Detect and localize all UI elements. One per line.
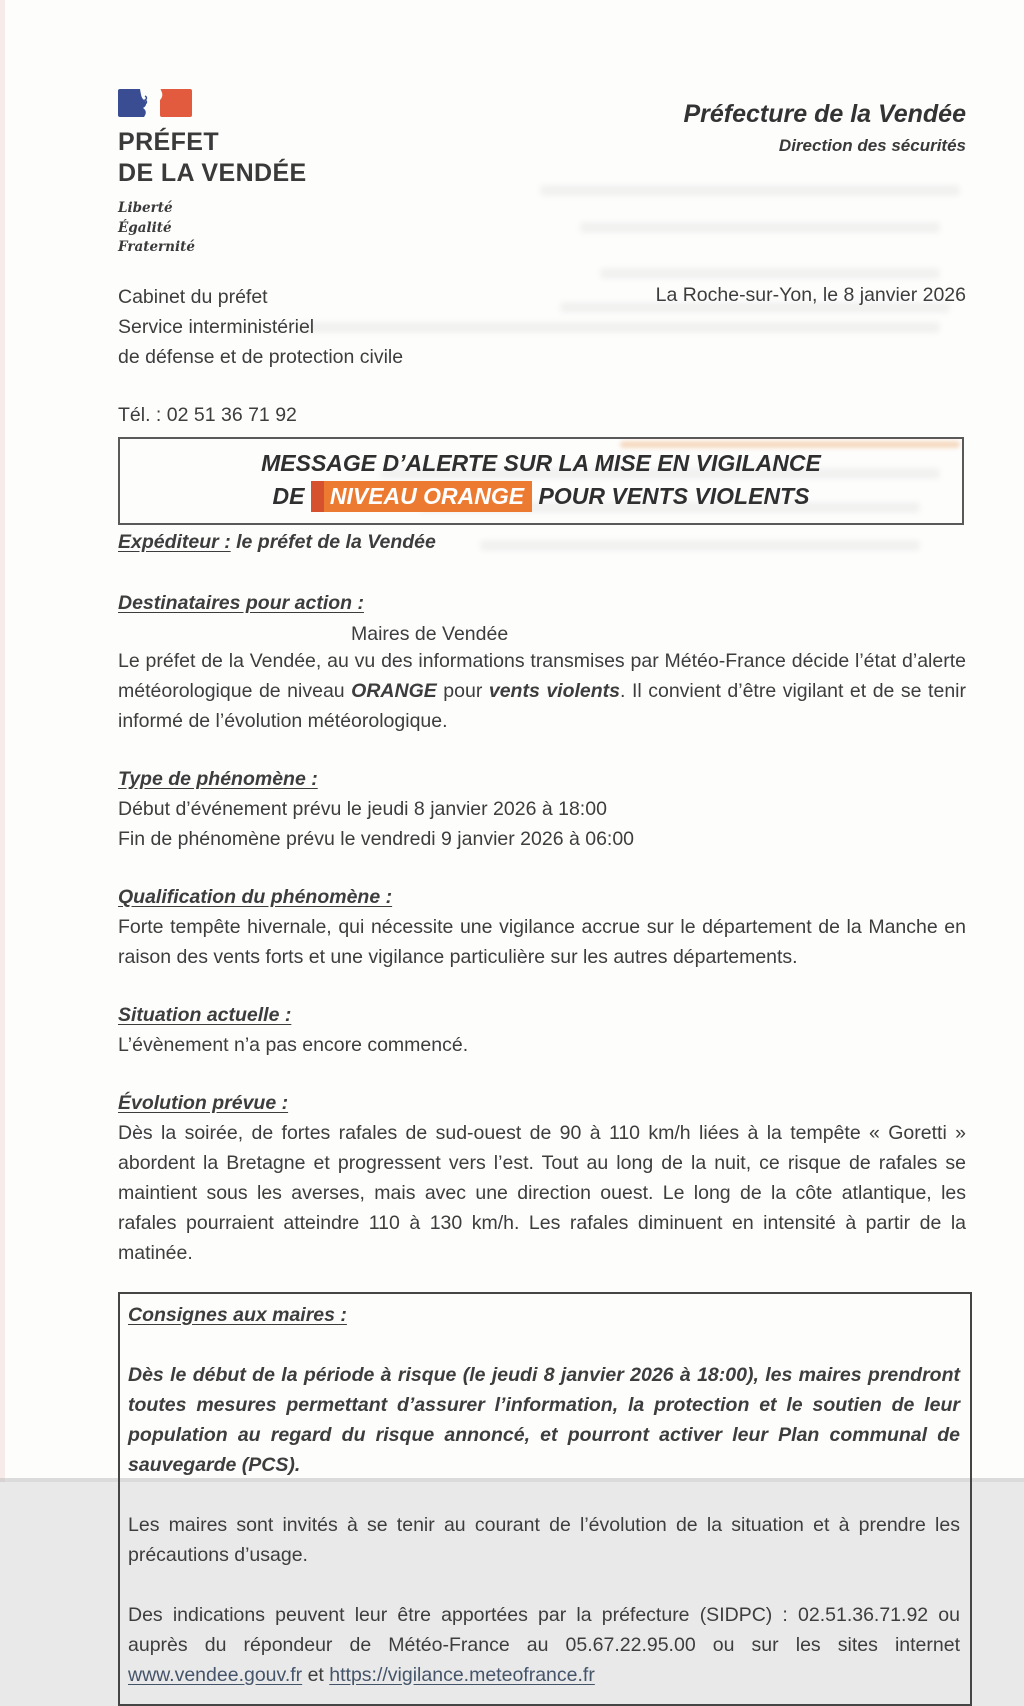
prefecture-brand-block — [118, 88, 307, 258]
spacer — [128, 1330, 960, 1360]
sender-line: de défense et de protection civile — [118, 345, 404, 368]
sender-service-block — [118, 282, 403, 372]
sender-line: Cabinet du préfet — [118, 285, 268, 308]
section-heading: Situation actuelle : — [118, 1003, 292, 1026]
motto-liberte: Liberté — [118, 200, 173, 216]
section-type-de-phenomene — [118, 764, 966, 854]
vendee-gouv-link[interactable]: www.vendee.gouv.fr — [128, 1663, 303, 1686]
sender-line: Service interministériel — [118, 315, 315, 338]
spacer — [128, 1480, 960, 1510]
instructions-heading: Consignes aux maires : — [128, 1303, 347, 1326]
situation-paragraph: L’évènement n’a pas encore commencé. — [118, 1033, 469, 1056]
instructions-paragraph-risk-period: Dès le début de la période à risque (le jeudi 8 janvier 2026 à 18:00), les maires prendront toutes mesures permettant d’assurer l’information, la protection et le soutien de leur population au regard du risque annoncé, et pourront activer leur Plan communal de sauvegarde (PCS). — [128, 1363, 960, 1476]
issuing-office-block — [683, 88, 966, 156]
alert-title-box — [118, 437, 964, 525]
vigilance-meteofrance-link[interactable]: https://vigilance.meteofrance.fr — [329, 1663, 595, 1686]
section-situation-actuelle — [118, 1000, 966, 1060]
contacts-text: et — [302, 1663, 330, 1686]
section-qualification — [118, 882, 966, 972]
place-and-date: La Roche-sur-Yon, le 8 janvier 2026 — [655, 283, 966, 306]
event-end-line: Fin de phénomène prévu le vendredi 9 janvier 2026 à 06:00 — [118, 827, 635, 850]
republic-motto — [118, 199, 307, 258]
qualification-paragraph: Forte tempête hivernale, qui nécessite une vigilance accrue sur le département de la Manche en raison des vents forts et une vigilance particulière sur les autres départements. — [118, 915, 966, 968]
prefecture-name-line1: PRÉFET — [118, 128, 220, 156]
sender-and-date-row — [118, 282, 966, 372]
issuing-office-title: Préfecture de la Vendée — [683, 100, 966, 128]
section-heading: Type de phénomène : — [118, 767, 318, 790]
instructions-paragraph-contacts — [128, 1600, 960, 1690]
recipients-value: Maires de Vendée — [351, 622, 509, 645]
alert-title-line2-suffix: POUR VENTS VIOLENTS — [532, 482, 810, 509]
alert-title-line1: MESSAGE D’ALERTE SUR LA MISE EN VIGILANCE — [261, 449, 821, 476]
instructions-paragraph-precautions: Les maires sont invités à se tenir au courant de l’évolution de la situation et à prendre les précautions d’usage. — [128, 1513, 960, 1566]
section-heading: Qualification du phénomène : — [118, 885, 393, 908]
spacer — [128, 1570, 960, 1600]
intro-text: Le préfet de la Vendée, au vu des informations transmises par Météo-France décide l’état d’alerte météorologique de niveau — [118, 649, 966, 702]
contacts-text: Des indications peuvent leur être apportées par la préfecture (SIDPC) : 02.51.36.71.92 ou auprès du répondeur de Météo-France au 05.67.22.95.00 ou sur les sites internet — [128, 1603, 960, 1656]
alert-title-line2-prefix: DE — [272, 482, 311, 509]
intro-paragraph — [118, 646, 966, 736]
intro-text: . Il convient d’être vigilant et de se tenir informé de l’évolution météorologique. — [118, 679, 966, 732]
expediteur-value: le préfet de la Vendée — [230, 530, 436, 553]
prefecture-name — [118, 127, 307, 188]
phone-number: Tél. : 02 51 36 71 92 — [118, 403, 297, 426]
mayors-instructions-box — [118, 1292, 972, 1706]
event-start-line: Début d’événement prévu le jeudi 8 janvier 2026 à 18:00 — [118, 797, 607, 820]
intro-phenomenon-emphasis: vents violents — [488, 679, 621, 702]
motto-fraternite: Fraternité — [118, 239, 195, 256]
recipients-label — [118, 592, 966, 615]
issuing-office-subtitle: Direction des sécurités — [778, 136, 966, 155]
sender-line-expediteur — [118, 531, 966, 554]
motto-egalite: Égalité — [118, 219, 172, 236]
intro-level-emphasis: ORANGE — [351, 679, 437, 702]
evolution-paragraph: Dès la soirée, de fortes rafales de sud-ouest de 90 à 110 km/h liées à la tempête « Goretti » abordent la Bretagne et progressent vers l’est. Tout au long de la nuit, ce risque de rafales se maintient sous les averses, mais avec une direction ouest. Le long de la côte atlantique, les rafales pourraient atteindre 110 à 130 km/h. Les rafales diminuent en intensité à partir de la matinée. — [118, 1121, 966, 1264]
recipients-label-text: Destinataires pour action : — [118, 591, 364, 614]
orange-level-highlight: NIVEAU ORANGE — [311, 481, 532, 512]
prefecture-name-line2: DE LA VENDÉE — [118, 158, 307, 187]
french-government-logo-icon — [118, 88, 196, 118]
section-evolution-prevue — [118, 1088, 966, 1268]
section-heading: Évolution prévue : — [118, 1091, 289, 1114]
document-header — [118, 88, 966, 258]
expediteur-label: Expéditeur : — [118, 530, 231, 553]
intro-text: pour — [436, 679, 489, 702]
alert-title-line2 — [130, 480, 952, 513]
